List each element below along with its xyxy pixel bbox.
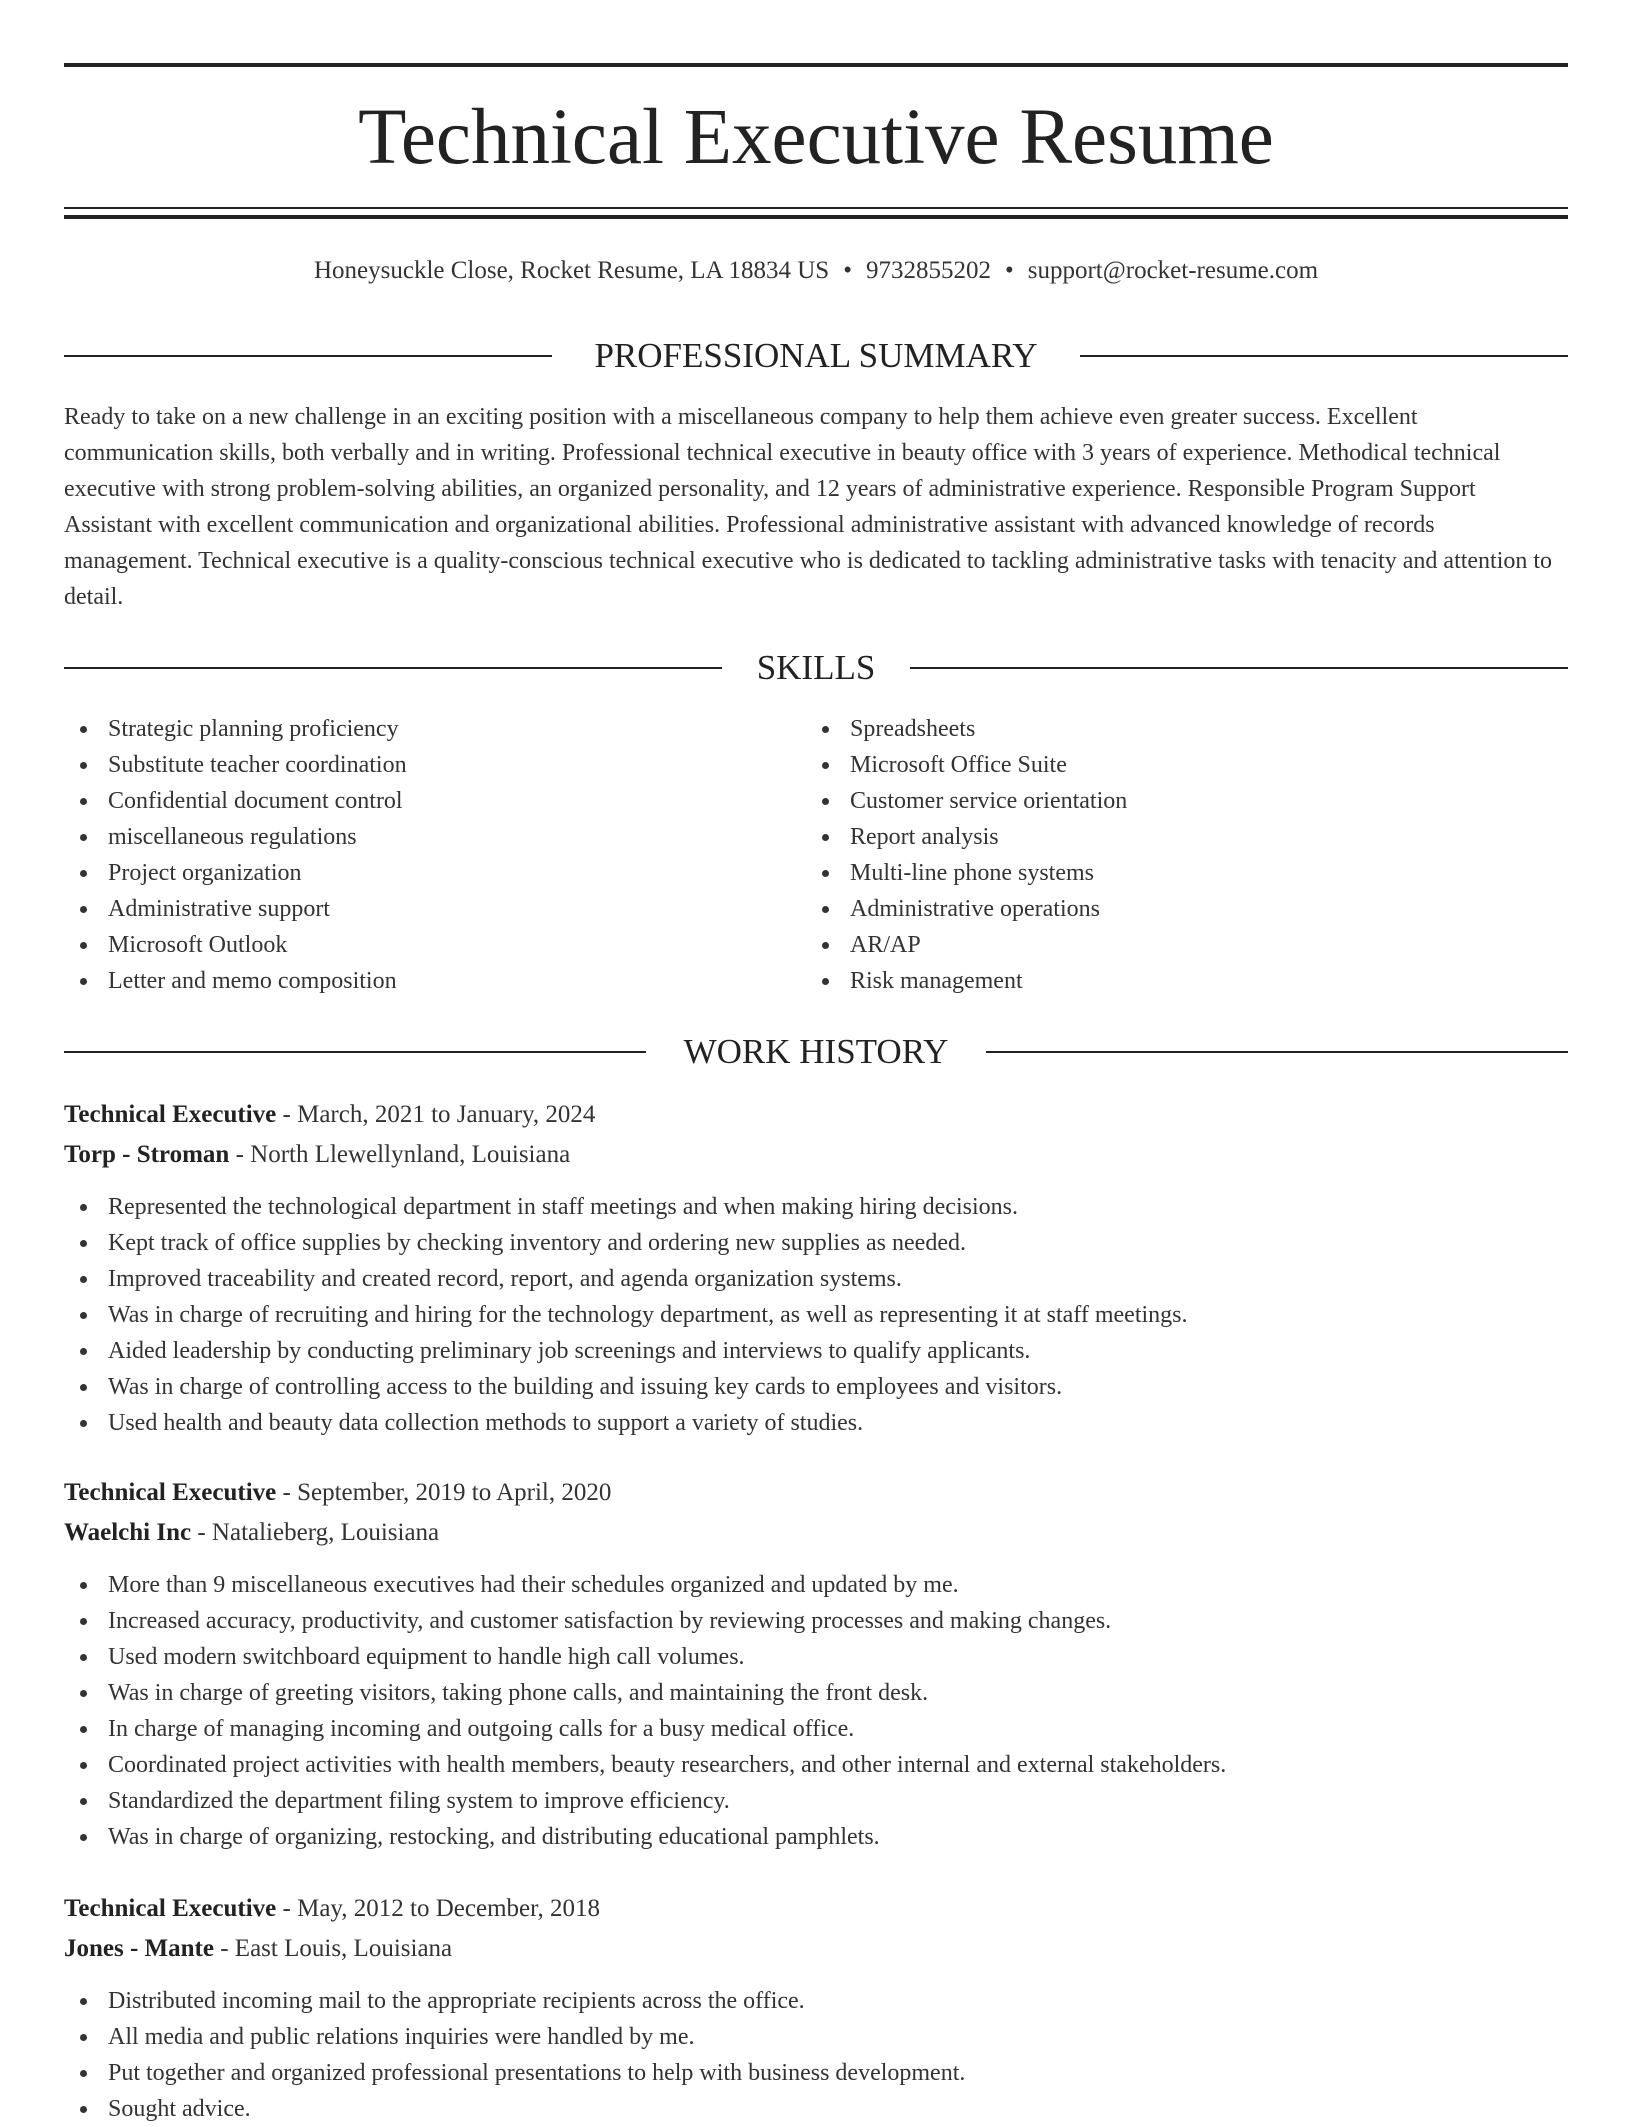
resume-title: Technical Executive Resume [358,94,1274,181]
job-bullet: Represented the technological department in staff meetings and when making hiring decisions. [64,1189,1568,1225]
job-bullet: Standardized the department filing system to improve efficiency. [64,1783,1568,1819]
job-company-line [64,1135,1568,1175]
skill-item: Administrative support [64,891,764,927]
job-dates: - March, 2021 to January, 2024 [276,1101,596,1128]
skill-item: Confidential document control [64,783,764,819]
job-company-line [64,1929,1568,1969]
job-bullet: Used health and beauty data collection methods to support a variety of studies. [64,1405,1568,1441]
job-location: - Natalieberg, Louisiana [191,1519,440,1546]
title-rule-thick [64,215,1568,219]
job-bullet: Aided leadership by conducting preliminary job screenings and interviews to qualify applicants. [64,1333,1568,1369]
skill-item: Strategic planning proficiency [64,711,764,747]
skill-item: Risk management [806,963,1506,999]
job-bullet: All media and public relations inquiries were handled by me. [64,2019,1568,2055]
skill-item: Customer service orientation [806,783,1506,819]
contact-line [64,253,1568,289]
work-history-heading [64,1030,1568,1074]
job-company: Waelchi Inc [64,1519,192,1546]
skill-item: Multi-line phone systems [806,855,1506,891]
job-location: - North Llewellynland, Louisiana [229,1141,571,1168]
job-title-line [64,1095,1568,1135]
contact-separator: • [843,257,852,284]
job-title: Technical Executive [64,1101,277,1128]
skill-item: Report analysis [806,819,1506,855]
skills-list-left [64,711,764,999]
top-rule [64,63,1568,67]
job-title: Technical Executive [64,1895,277,1922]
job-bullet: In charge of managing incoming and outgoing calls for a busy medical office. [64,1711,1568,1747]
job-dates: - May, 2012 to December, 2018 [276,1895,600,1922]
job-bullet: Coordinated project activities with health members, beauty researchers, and other internal and external stakeholders. [64,1747,1568,1783]
job-entry [64,1473,1568,1855]
skill-item: Administrative operations [806,891,1506,927]
job-bullet: More than 9 miscellaneous executives had their schedules organized and updated by me. [64,1567,1568,1603]
job-company-line [64,1513,1568,1553]
work-history-heading-label: WORK HISTORY [683,1032,949,1071]
job-bullet: Improved traceability and created record, report, and agenda organization systems. [64,1261,1568,1297]
job-bullet: Was in charge of organizing, restocking, and distributing educational pamphlets. [64,1819,1568,1855]
job-bullet: Was in charge of greeting visitors, taking phone calls, and maintaining the front desk. [64,1675,1568,1711]
skill-item: miscellaneous regulations [64,819,764,855]
job-bullet: Used modern switchboard equipment to handle high call volumes. [64,1639,1568,1675]
job-bullet: Sought advice. [64,2091,1568,2127]
job-location: - East Louis, Louisiana [213,1935,453,1962]
skill-item: Project organization [64,855,764,891]
contact-separator: • [1004,257,1014,284]
skill-item: Microsoft Outlook [64,927,764,963]
contact-email: support@rocket-resume.com [1027,257,1319,284]
skill-item: Substitute teacher coordination [64,747,764,783]
contact-phone: 9732855202 [865,257,991,284]
job-bullet: Was in charge of recruiting and hiring for the technology department, as well as representing it at staff meetings. [64,1297,1568,1333]
title-rule-thin [64,207,1568,209]
skills-heading [64,646,1568,690]
job-bullet: Distributed incoming mail to the appropriate recipients across the office. [64,1983,1568,2019]
skill-item: Microsoft Office Suite [806,747,1506,783]
summary-heading [64,334,1568,378]
contact-address: Honeysuckle Close, Rocket Resume, LA 18834 US [313,257,830,284]
job-title: Technical Executive [64,1479,277,1506]
job-entry [64,1889,1568,2127]
job-company: Torp - Stroman [64,1141,230,1168]
job-title-line [64,1889,1568,1929]
summary-heading-label: PROFESSIONAL SUMMARY [594,336,1038,375]
skills-heading-label: SKILLS [756,648,876,687]
skill-item: Spreadsheets [806,711,1506,747]
job-bullet: Was in charge of controlling access to the building and issuing key cards to employees and visitors. [64,1369,1568,1405]
job-title-line [64,1473,1568,1513]
job-bullet: Kept track of office supplies by checking inventory and ordering new supplies as needed. [64,1225,1568,1261]
skill-item: AR/AP [806,927,1506,963]
job-dates: - September, 2019 to April, 2020 [276,1479,612,1506]
summary-text: Ready to take on a new challenge in an exciting position with a miscellaneous company to help them achieve even greater success. Excellent communication skills, both verbally and in writing. Professional technical executive in beauty office with 3 years of experience. Methodical technical executive with strong problem-solving abilities, an organized personality, and 12 years of administrative experience. Responsible Program Support Assistant with excellent communication and organizational abilities. Professional administrative assistant with advanced knowledge of records management. Technical executive is a quality-conscious technical executive who is dedicated to tackling administrative tasks with tenacity and attention to detail. [64,404,1553,610]
job-bullet: Put together and organized professional presentations to help with business development. [64,2055,1568,2091]
job-entry [64,1095,1568,1441]
job-bullets [64,1189,1568,1441]
job-company: Jones - Mante [64,1935,214,1962]
job-bullets [64,1567,1568,1855]
job-bullets [64,1983,1568,2127]
job-bullet: Increased accuracy, productivity, and customer satisfaction by reviewing processes and making changes. [64,1603,1568,1639]
skills-list-right [806,711,1506,999]
skill-item: Letter and memo composition [64,963,764,999]
